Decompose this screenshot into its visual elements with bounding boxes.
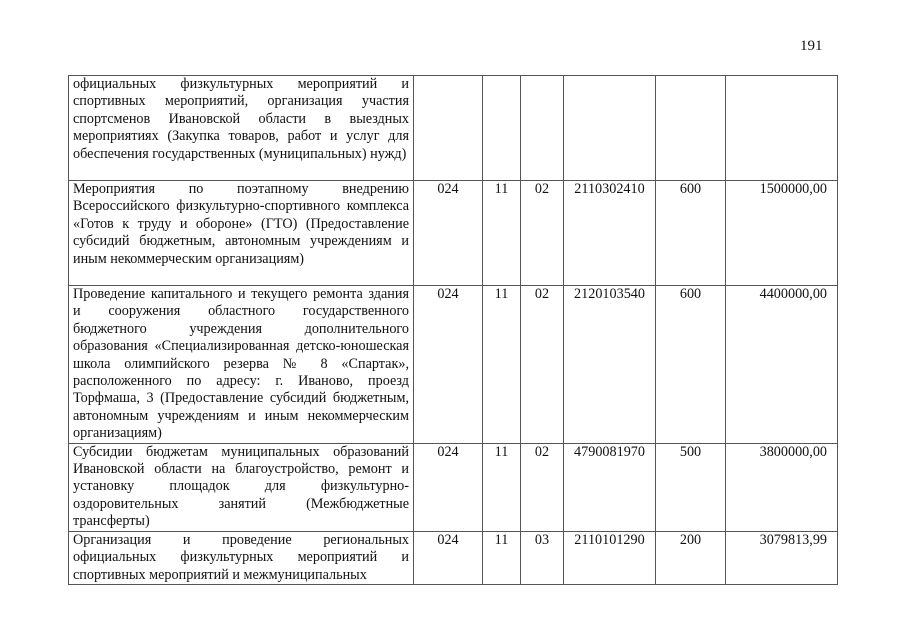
- cell-desc: Проведение капитального и текущего ремонта здания и сооружения областного государственного бюджетного учреждения дополнительного образования «Специализированная детско-юношеская школа олимпийского резерва № 8 «Спартак», расположенного по адресу: г. Иваново, проезд Торфмаша, 3 (Предоставление субсидий бюджетным, автономным учреждениям и иным некоммерческим организациям): [69, 286, 414, 444]
- cell-target: 2110302410: [564, 181, 656, 286]
- cell-amount: 3079813,99: [726, 531, 838, 584]
- cell-type: [656, 76, 726, 181]
- cell-subsection: 02: [521, 181, 564, 286]
- table-row: [69, 181, 838, 286]
- cell-section: [483, 76, 521, 181]
- table-row: [69, 286, 838, 444]
- cell-target: 2120103540: [564, 286, 656, 444]
- cell-subsection: [521, 76, 564, 181]
- cell-subsection: 02: [521, 286, 564, 444]
- cell-subsection: 03: [521, 531, 564, 584]
- cell-section: 11: [483, 181, 521, 286]
- cell-section: 11: [483, 531, 521, 584]
- cell-subsection: 02: [521, 443, 564, 531]
- cell-amount: 3800000,00: [726, 443, 838, 531]
- page-number: 191: [800, 38, 823, 54]
- cell-type: 500: [656, 443, 726, 531]
- table-row: [69, 76, 838, 181]
- cell-amount: 4400000,00: [726, 286, 838, 444]
- cell-ministry: 024: [414, 443, 483, 531]
- cell-target: 4790081970: [564, 443, 656, 531]
- cell-section: 11: [483, 286, 521, 444]
- table-row: [69, 443, 838, 531]
- cell-amount: [726, 76, 838, 181]
- cell-ministry: 024: [414, 531, 483, 584]
- cell-type: 600: [656, 286, 726, 444]
- cell-target: [564, 76, 656, 181]
- cell-ministry: 024: [414, 181, 483, 286]
- budget-table: [68, 75, 838, 585]
- cell-desc: Субсидии бюджетам муниципальных образований Ивановской области на благоустройство, ремонт и установку площадок для физкультурно-оздоровительных занятий (Межбюджетные трансферты): [69, 443, 414, 531]
- table-row: [69, 531, 838, 584]
- cell-desc: официальных физкультурных мероприятий и спортивных мероприятий, организация участия спортсменов Ивановской области в выездных мероприятиях (Закупка товаров, работ и услуг для обеспечения государственных (муниципальных) нужд): [69, 76, 414, 181]
- cell-type: 600: [656, 181, 726, 286]
- cell-type: 200: [656, 531, 726, 584]
- cell-target: 2110101290: [564, 531, 656, 584]
- cell-desc: Организация и проведение региональных официальных физкультурных мероприятий и спортивных мероприятий и межмуниципальных: [69, 531, 414, 584]
- cell-amount: 1500000,00: [726, 181, 838, 286]
- cell-desc: Мероприятия по поэтапному внедрению Всероссийского физкультурно-спортивного комплекса «Готов к труду и обороне» (ГТО) (Предоставление субсидий бюджетным, автономным учреждениям и иным некоммерческим организациям): [69, 181, 414, 286]
- cell-ministry: [414, 76, 483, 181]
- cell-ministry: 024: [414, 286, 483, 444]
- cell-section: 11: [483, 443, 521, 531]
